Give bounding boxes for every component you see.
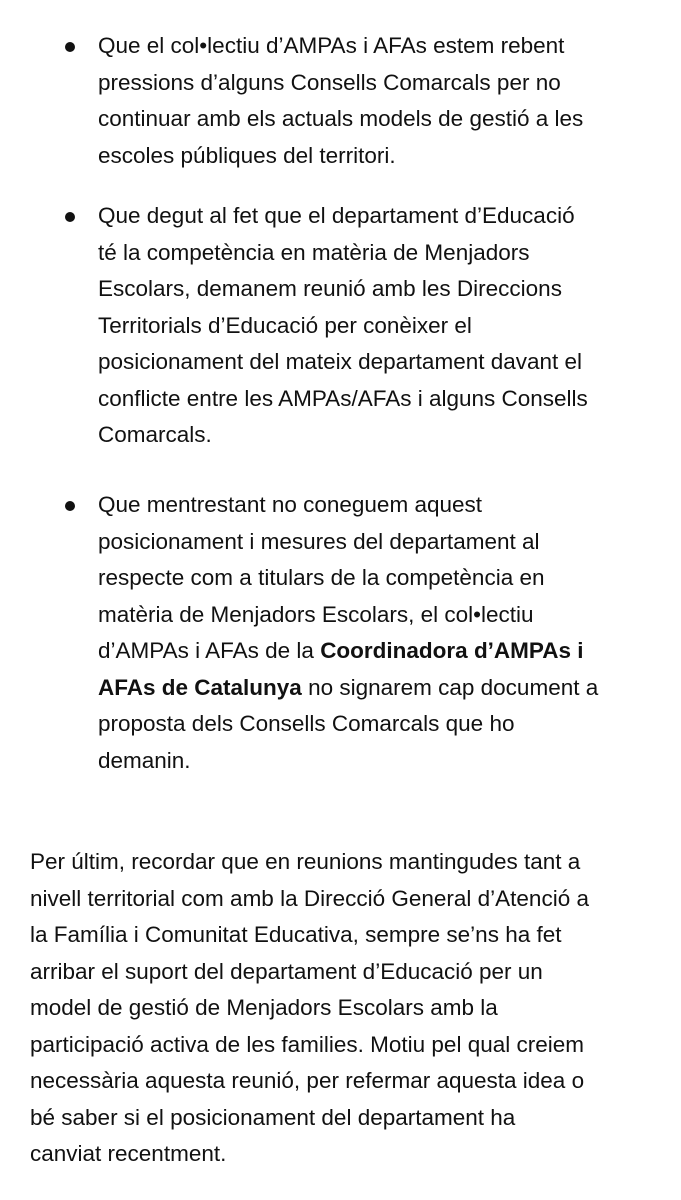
text-line: respecte com a titulars de la competència en	[98, 565, 545, 590]
text-line: conflicte entre les AMPAs/AFAs i alguns Consells	[98, 385, 588, 411]
list-item-text	[98, 198, 658, 454]
text-line: nivell territorial com amb la Direcció General d’Atenció a	[30, 885, 589, 911]
organization-name-bold: Coordinadora d’AMPAs i	[320, 638, 584, 663]
bullet-icon	[65, 501, 75, 511]
text-segment: no signarem cap document a	[301, 674, 599, 700]
text-line: posicionament del mateix departament davant el	[98, 349, 583, 374]
list-item-text	[98, 28, 658, 174]
text-line: canviat recentment.	[30, 1141, 227, 1166]
text-line: Comarcals.	[98, 422, 212, 447]
organization-name-bold: AFAs de Catalunya	[98, 674, 302, 700]
text-line: model de gestió de Menjadors Escolars amb la	[30, 995, 498, 1020]
text-line: necessària aquesta reunió, per refermar aquesta idea o	[30, 1068, 585, 1093]
text-line: Que el col•lectiu d’AMPAs i AFAs estem rebent	[98, 33, 565, 58]
text-line: Que degut al fet que el departament d’Educació	[98, 203, 575, 228]
text-line	[98, 670, 658, 707]
text-line: continuar amb els actuals models de gestió a les	[98, 106, 584, 131]
text-line: demanin.	[98, 747, 191, 773]
text-line: té la competència en matèria de Menjadors	[98, 239, 530, 265]
closing-paragraph	[30, 844, 665, 1173]
text-line	[98, 633, 658, 670]
text-line: Que mentrestant no coneguem aquest	[98, 492, 482, 517]
bullet-icon	[65, 212, 75, 222]
text-line: Escolars, demanem reunió amb les Direccions	[98, 276, 562, 301]
text-segment: d’AMPAs i AFAs de la	[98, 638, 321, 663]
text-line: matèria de Menjadors Escolars, el col•lectiu	[98, 601, 534, 627]
text-line: escoles públiques del territori.	[98, 142, 396, 168]
text-line: participació activa de les families. Motiu pel qual creiem	[30, 1031, 584, 1057]
text-line: Per últim, recordar que en reunions mantingudes tant a	[30, 849, 581, 874]
bullet-icon	[65, 42, 75, 52]
text-line: Territorials d’Educació per conèixer el	[98, 312, 472, 338]
text-line: proposta dels Consells Comarcals que ho	[98, 711, 515, 736]
text-line: arribar el suport del departament d’Educació per un	[30, 958, 543, 984]
text-line: pressions d’alguns Consells Comarcals per no	[98, 69, 561, 95]
text-line: posicionament i mesures del departament al	[98, 528, 540, 554]
text-line: la Família i Comunitat Educativa, sempre se’ns ha fet	[30, 922, 562, 947]
list-item-text	[98, 487, 658, 779]
text-line: bé saber si el posicionament del departament ha	[30, 1104, 516, 1130]
